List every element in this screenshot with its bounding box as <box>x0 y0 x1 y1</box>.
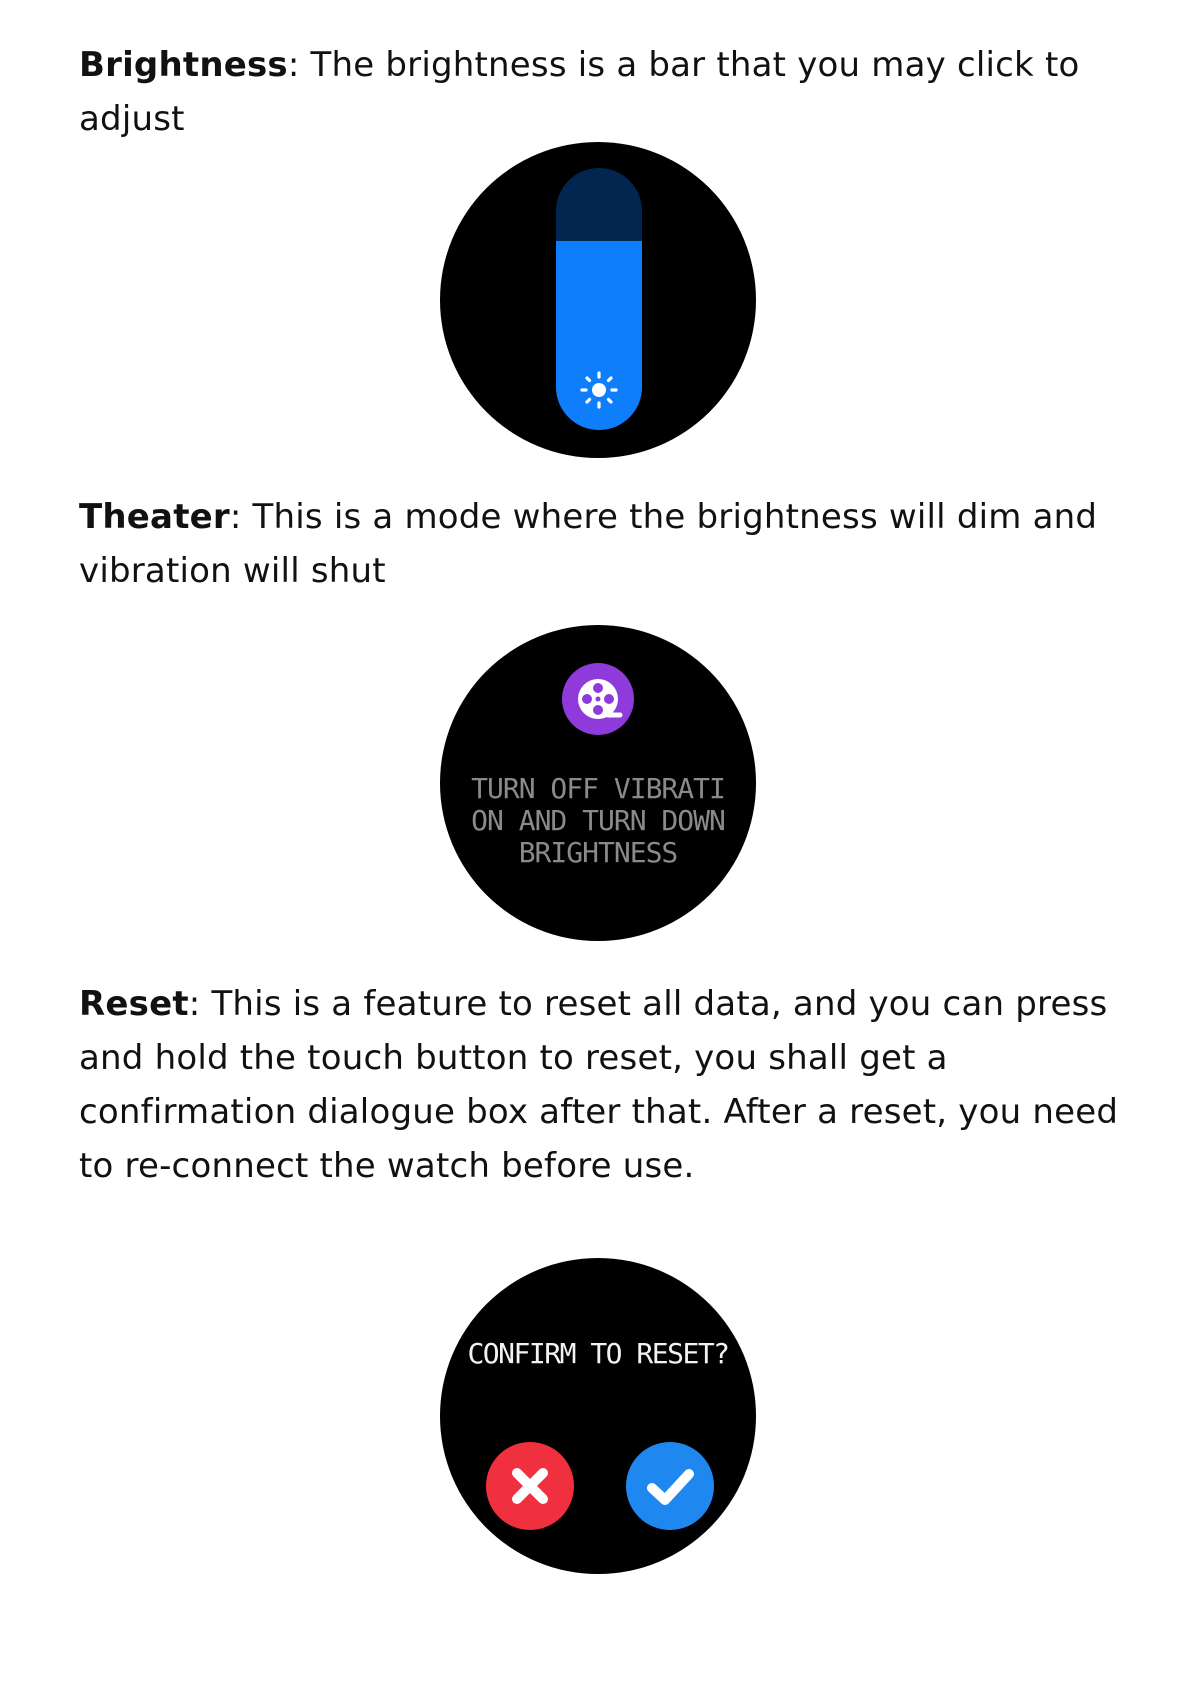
reset-description <box>79 977 1139 1193</box>
close-icon <box>486 1442 574 1530</box>
theater-term: Theater <box>79 497 230 537</box>
brightness-slider[interactable] <box>556 168 642 430</box>
check-icon <box>626 1442 714 1530</box>
brightness-description <box>79 38 1139 146</box>
reset-watch-face <box>440 1258 756 1574</box>
sun-icon <box>579 370 619 410</box>
theater-watch-face <box>440 625 756 941</box>
confirm-reset-button[interactable] <box>626 1442 714 1530</box>
theater-description <box>79 490 1139 598</box>
reset-text: : This is a feature to reset all data, and you can press and hold the touch button to reset, you shall get a confirmation dialogue box after that. After a reset, you need to re-connect the watch before use. <box>79 984 1119 1186</box>
cancel-reset-button[interactable] <box>486 1442 574 1530</box>
reset-confirm-prompt: CONFIRM TO RESET? <box>467 1337 729 1370</box>
theater-screen-text: TURN OFF VIBRATI ON AND TURN DOWN BRIGHTNESS <box>471 772 725 869</box>
reset-term: Reset <box>79 984 189 1024</box>
brightness-watch-face <box>440 142 756 458</box>
brightness-text: : The brightness is a bar that you may click to adjust <box>79 45 1080 139</box>
brightness-term: Brightness <box>79 45 288 85</box>
film-reel-icon[interactable] <box>562 663 634 735</box>
theater-text: : This is a mode where the brightness will dim and vibration will shut <box>79 497 1098 591</box>
